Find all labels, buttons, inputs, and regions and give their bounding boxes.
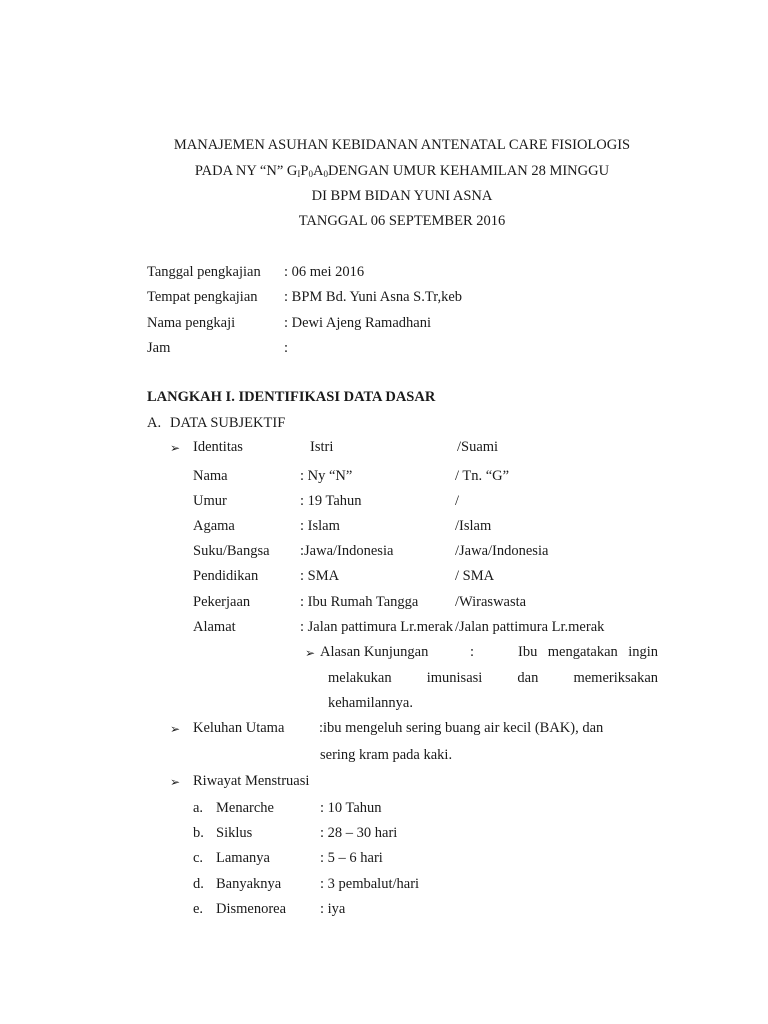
identitas-istri-header: Istri bbox=[310, 439, 334, 455]
menstruasi-item-letter: e. bbox=[193, 901, 204, 917]
keluhan-label: Keluhan Utama bbox=[193, 720, 285, 736]
identitas-row-suami: /Jalan pattimura Lr.merak bbox=[455, 619, 605, 635]
identitas-row-label: Pendidikan bbox=[193, 568, 259, 584]
identitas-row-suami: / SMA bbox=[455, 568, 495, 584]
meta-value-jam: : bbox=[284, 340, 289, 356]
step-heading: LANGKAH I. IDENTIFIKASI DATA DASAR bbox=[147, 389, 436, 405]
title-line-1: MANAJEMEN ASUHAN KEBIDANAN ANTENATAL CARE FISIOLOGIS bbox=[173, 137, 631, 153]
identitas-row-suami: /Wiraswasta bbox=[455, 594, 527, 610]
para-subscript: 0 bbox=[308, 169, 313, 179]
identitas-row-label: Pekerjaan bbox=[193, 594, 251, 610]
title-line-4: TANGGAL 06 SEPTEMBER 2016 bbox=[298, 213, 506, 229]
identitas-label: Identitas bbox=[193, 439, 243, 455]
bullet-arrow-icon: ➢ bbox=[170, 722, 181, 736]
abortus-letter: A bbox=[312, 163, 324, 179]
identitas-row-label: Nama bbox=[193, 468, 228, 484]
title-line-3: DI BPM BIDAN YUNI ASNA bbox=[311, 188, 493, 204]
meta-value-tempat: : BPM Bd. Yuni Asna S.Tr,keb bbox=[284, 289, 463, 305]
menstruasi-item-value: : 5 – 6 hari bbox=[320, 850, 383, 866]
title-line-2-prefix: PADA NY “N” G bbox=[194, 163, 298, 179]
menstruasi-item-value: : 10 Tahun bbox=[320, 800, 382, 816]
identitas-row-label: Umur bbox=[193, 493, 227, 509]
alasan-label: Alasan Kunjungan bbox=[320, 644, 429, 660]
meta-label-tanggal: Tanggal pengkajian bbox=[147, 264, 261, 280]
meta-value-tanggal: : 06 mei 2016 bbox=[284, 264, 365, 280]
alasan-colon: : bbox=[470, 644, 475, 660]
alasan-line-3: kehamilannya. bbox=[328, 695, 413, 711]
keluhan-line-2: sering kram pada kaki. bbox=[320, 747, 453, 763]
identitas-suami-header: /Suami bbox=[457, 439, 499, 455]
meta-label-jam: Jam bbox=[147, 340, 171, 356]
identitas-row-suami: /Jawa/Indonesia bbox=[455, 543, 549, 559]
bullet-arrow-icon: ➢ bbox=[170, 441, 181, 455]
title-line-2-suffix: DENGAN UMUR KEHAMILAN 28 MINGGU bbox=[327, 163, 610, 179]
menstruasi-item-label: Menarche bbox=[216, 800, 274, 816]
menstruasi-item-letter: b. bbox=[193, 825, 204, 841]
identitas-row-suami: / Tn. “G” bbox=[455, 468, 510, 484]
menstruasi-item-label: Siklus bbox=[216, 825, 253, 841]
identitas-row-istri: : Islam bbox=[300, 518, 340, 534]
para-letter: P bbox=[300, 163, 309, 179]
identitas-row-istri: : Jalan pattimura Lr.merak bbox=[300, 619, 454, 635]
meta-label-tempat: Tempat pengkajian bbox=[147, 289, 258, 305]
menstruasi-item-letter: d. bbox=[193, 876, 204, 892]
abortus-subscript: 0 bbox=[323, 169, 328, 179]
bullet-arrow-icon: ➢ bbox=[170, 775, 181, 789]
menstruasi-item-value: : 3 pembalut/hari bbox=[320, 876, 420, 892]
identitas-row-istri: : Ny “N” bbox=[300, 468, 353, 484]
keluhan-line-1: :ibu mengeluh sering buang air kecil (BAK), dan bbox=[319, 720, 604, 736]
identitas-row-istri: : Ibu Rumah Tangga bbox=[300, 594, 419, 610]
alasan-line-2: melakukan imunisasi dan memeriksakan bbox=[328, 670, 658, 686]
identitas-row-suami: / bbox=[455, 493, 460, 509]
menstruasi-item-value: : 28 – 30 hari bbox=[320, 825, 398, 841]
menstruasi-item-label: Lamanya bbox=[216, 850, 270, 866]
menstruasi-item-letter: a. bbox=[193, 800, 204, 816]
menstruasi-item-label: Banyaknya bbox=[216, 876, 282, 892]
section-a-title: DATA SUBJEKTIF bbox=[170, 415, 286, 431]
identitas-row-istri: : SMA bbox=[300, 568, 340, 584]
identitas-row-label: Suku/Bangsa bbox=[193, 543, 270, 559]
bullet-arrow-icon: ➢ bbox=[305, 646, 316, 660]
menstruasi-label: Riwayat Menstruasi bbox=[193, 773, 310, 789]
title-line-2 bbox=[0, 163, 768, 180]
identitas-row-suami: /Islam bbox=[455, 518, 492, 534]
identitas-row-istri: :Jawa/Indonesia bbox=[300, 543, 394, 559]
identitas-row-istri: : 19 Tahun bbox=[300, 493, 362, 509]
gravida-subscript: I bbox=[297, 169, 301, 179]
menstruasi-item-label: Dismenorea bbox=[216, 901, 287, 917]
identitas-row-label: Agama bbox=[193, 518, 235, 534]
meta-label-pengkaji: Nama pengkaji bbox=[147, 315, 236, 331]
menstruasi-item-value: : iya bbox=[320, 901, 346, 917]
meta-value-pengkaji: : Dewi Ajeng Ramadhani bbox=[284, 315, 431, 331]
section-a-letter: A. bbox=[147, 415, 162, 431]
alasan-line-1: Ibu mengatakan ingin bbox=[518, 644, 658, 660]
menstruasi-item-letter: c. bbox=[193, 850, 204, 866]
identitas-row-label: Alamat bbox=[193, 619, 236, 635]
